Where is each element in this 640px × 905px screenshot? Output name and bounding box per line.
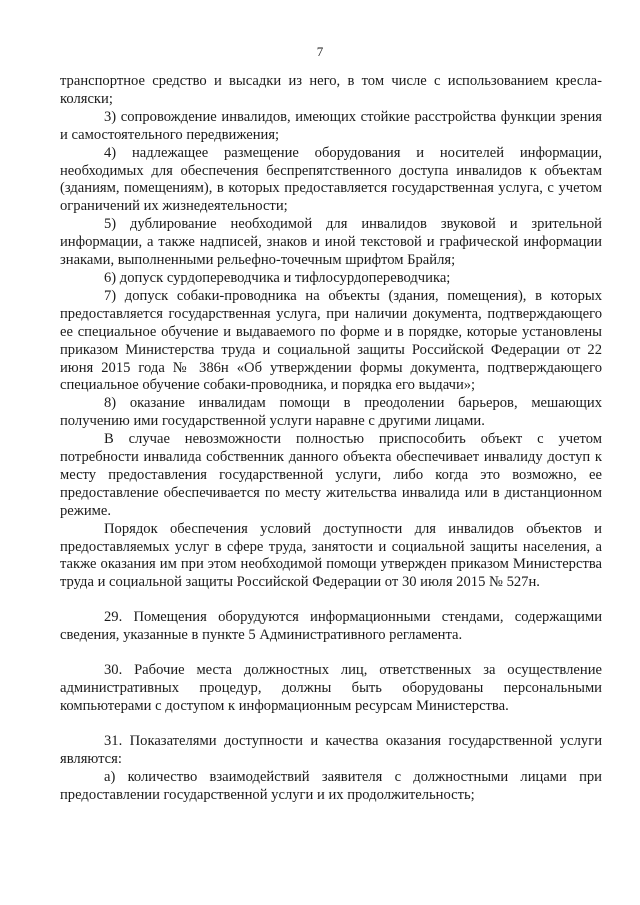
page-number: 7 (316, 44, 324, 59)
paragraph-item-5: 5) дублирование необходимой для инвалидов звуковой и зрительной информации, а также надписей, знаков и иной текстовой и графической информации знаками, выполненными рельефно-точечным шрифтом Брайля; (60, 216, 602, 269)
paragraph-30: 30. Рабочие места должностных лиц, ответственных за осуществление административных процедур, должны быть оборудованы персональными компьютерами с доступом к информационным ресурсам Министерства. (60, 662, 602, 714)
paragraph-item-6: 6) допуск сурдопереводчика и тифлосурдопереводчика; (104, 269, 451, 286)
paragraph-item-8: 8) оказание инвалидам помощи в преодолении барьеров, мешающих получению ими государственной услуги наравне с другими лицами. (60, 395, 602, 430)
paragraph-31: 31. Показателями доступности и качества оказания государственной услуги являются: (60, 732, 602, 767)
paragraph-impossibility: В случае невозможности полностью приспособить объект с учетом потребности инвалида собственник данного объекта обеспечивает инвалиду доступ к месту предоставления государственной услуги, либо когда это возможно, ее предоставление обеспечивается по месту жительства инвалида или в дистанционном режиме. (60, 431, 602, 519)
paragraph-item-7: 7) допуск собаки-проводника на объекты (здания, помещения), в которых предоставляется государственная услуга, при наличии документа, подтверждающего ее специальное обучение и выдаваемого по форме и в порядке, которые установлены приказом Министерства труда и социальной защиты Российской Федерации от 22 июня 2015 года № 386н «Об утверждении формы документа, подтверждающего специальное обучение собаки-проводника, и порядка его выдачи»; (60, 287, 602, 394)
paragraph-29: 29. Помещения оборудуются информационными стендами, содержащими сведения, указанные в пункте 5 Административного регламента. (60, 609, 602, 644)
paragraph-item-4: 4) надлежащее размещение оборудования и носителей информации, необходимых для обеспечения беспрепятственного доступа инвалидов к объектам (зданиям, помещениям), в которых предоставляется государственная услуга, с учетом ограничений их жизнедеятельности; (60, 144, 602, 215)
paragraph-item-3: 3) сопровождение инвалидов, имеющих стойкие расстройства функции зрения и самостоятельного передвижения; (60, 108, 602, 143)
paragraph-procedure: Порядок обеспечения условий доступности для инвалидов объектов и предоставляемых услуг в сфере труда, занятости и социальной защиты населения, а также оказания им при этом необходимой помощи утвержден приказом Министерства труда и социальной защиты Российской Федерации от 30 июля 2015 № 527н. (60, 520, 602, 591)
paragraph-31-a: а) количество взаимодействий заявителя с должностными лицами при предоставлении государственной услуги и их продолжительность; (60, 768, 602, 803)
document-body (60, 73, 602, 804)
paragraph-continuation: транспортное средство и высадки из него, в том числе с использованием кресла-коляски; (60, 73, 602, 107)
